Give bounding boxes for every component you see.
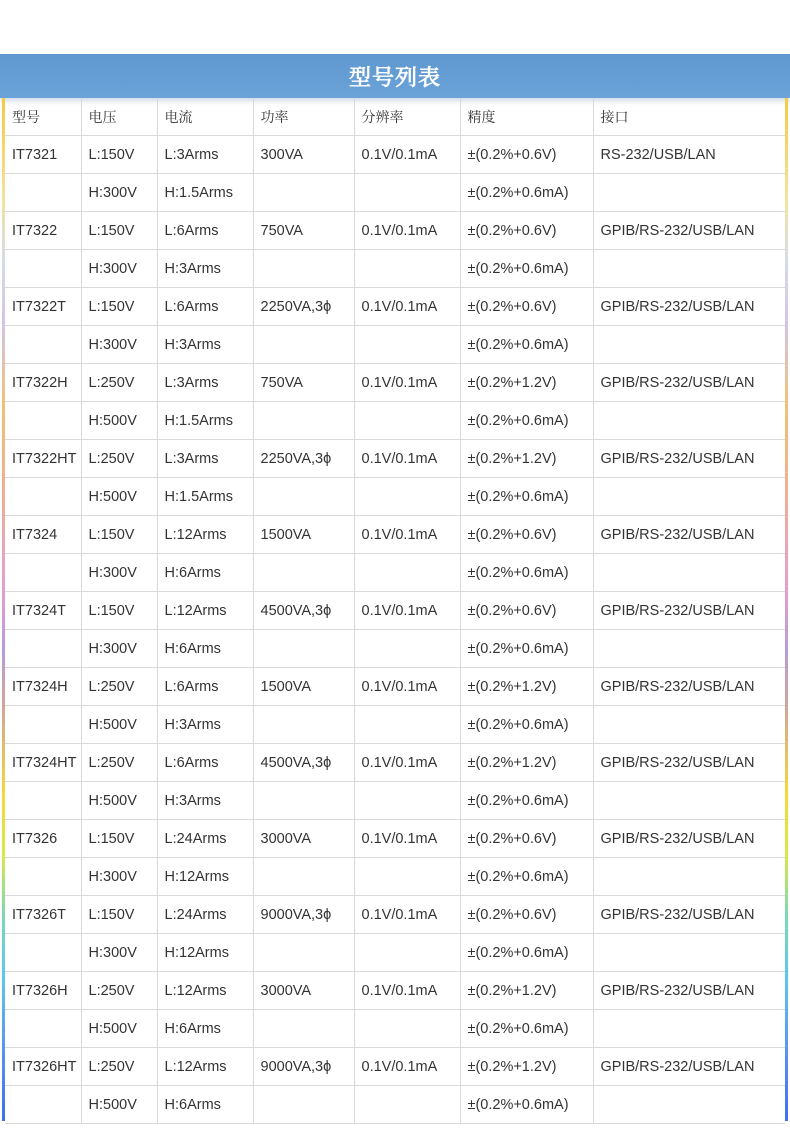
table-row <box>5 136 785 174</box>
table-row <box>5 1010 785 1048</box>
table-row <box>5 668 785 706</box>
table-row <box>5 174 785 212</box>
cell-model: IT7324HT <box>5 744 81 782</box>
title-bar <box>0 54 790 98</box>
cell-resolution: 0.1V/0.1mA <box>354 288 460 326</box>
table-row <box>5 706 785 744</box>
cell-model: IT7326HT <box>5 1048 81 1086</box>
cell-interface <box>593 1010 785 1048</box>
cell-power <box>253 630 354 668</box>
cell-power <box>253 934 354 972</box>
table-row <box>5 516 785 554</box>
cell-voltage: H:500V <box>81 402 157 440</box>
cell-current: L:6Arms <box>157 288 253 326</box>
table-row <box>5 402 785 440</box>
cell-voltage: L:150V <box>81 592 157 630</box>
cell-voltage: L:150V <box>81 820 157 858</box>
cell-model <box>5 782 81 820</box>
cell-resolution: 0.1V/0.1mA <box>354 136 460 174</box>
cell-power <box>253 326 354 364</box>
cell-voltage: L:150V <box>81 212 157 250</box>
cell-power: 1500VA <box>253 516 354 554</box>
cell-interface: GPIB/RS-232/USB/LAN <box>593 288 785 326</box>
cell-resolution: 0.1V/0.1mA <box>354 820 460 858</box>
cell-model <box>5 554 81 592</box>
cell-model: IT7322H <box>5 364 81 402</box>
cell-current: H:1.5Arms <box>157 478 253 516</box>
cell-current: H:6Arms <box>157 1010 253 1048</box>
cell-voltage: L:150V <box>81 136 157 174</box>
cell-current: H:3Arms <box>157 326 253 364</box>
cell-resolution: 0.1V/0.1mA <box>354 212 460 250</box>
table-row <box>5 782 785 820</box>
header-model: 型号 <box>5 98 81 136</box>
table-row <box>5 592 785 630</box>
cell-current: L:3Arms <box>157 364 253 402</box>
cell-model: IT7322HT <box>5 440 81 478</box>
cell-resolution <box>354 326 460 364</box>
cell-current: L:24Arms <box>157 896 253 934</box>
cell-model <box>5 326 81 364</box>
cell-voltage: L:250V <box>81 1048 157 1086</box>
table-row <box>5 478 785 516</box>
cell-model <box>5 174 81 212</box>
cell-power: 9000VA,3ϕ <box>253 896 354 934</box>
cell-voltage: H:300V <box>81 934 157 972</box>
cell-accuracy: ±(0.2%+1.2V) <box>460 972 593 1010</box>
cell-current: H:3Arms <box>157 706 253 744</box>
cell-power <box>253 250 354 288</box>
cell-resolution <box>354 402 460 440</box>
cell-voltage: H:500V <box>81 1010 157 1048</box>
cell-resolution <box>354 858 460 896</box>
cell-accuracy: ±(0.2%+1.2V) <box>460 668 593 706</box>
cell-model: IT7324T <box>5 592 81 630</box>
cell-resolution: 0.1V/0.1mA <box>354 516 460 554</box>
cell-power <box>253 174 354 212</box>
cell-current: L:3Arms <box>157 440 253 478</box>
cell-interface <box>593 174 785 212</box>
cell-current: H:12Arms <box>157 934 253 972</box>
table-row <box>5 896 785 934</box>
cell-accuracy: ±(0.2%+0.6mA) <box>460 934 593 972</box>
cell-interface: GPIB/RS-232/USB/LAN <box>593 744 785 782</box>
table-row <box>5 744 785 782</box>
cell-accuracy: ±(0.2%+1.2V) <box>460 364 593 402</box>
cell-current: L:12Arms <box>157 972 253 1010</box>
cell-interface: GPIB/RS-232/USB/LAN <box>593 820 785 858</box>
cell-power <box>253 1010 354 1048</box>
cell-voltage: H:300V <box>81 554 157 592</box>
table-body <box>5 136 785 1124</box>
table-row <box>5 212 785 250</box>
cell-interface: GPIB/RS-232/USB/LAN <box>593 440 785 478</box>
cell-model <box>5 706 81 744</box>
cell-interface: GPIB/RS-232/USB/LAN <box>593 516 785 554</box>
cell-accuracy: ±(0.2%+0.6V) <box>460 136 593 174</box>
cell-model <box>5 630 81 668</box>
cell-power: 1500VA <box>253 668 354 706</box>
cell-model <box>5 934 81 972</box>
cell-power: 750VA <box>253 364 354 402</box>
cell-voltage: L:150V <box>81 516 157 554</box>
cell-resolution <box>354 554 460 592</box>
cell-interface <box>593 1086 785 1124</box>
cell-resolution <box>354 1086 460 1124</box>
cell-power: 750VA <box>253 212 354 250</box>
table-row <box>5 288 785 326</box>
cell-accuracy: ±(0.2%+0.6V) <box>460 288 593 326</box>
cell-voltage: H:300V <box>81 174 157 212</box>
cell-voltage: L:250V <box>81 364 157 402</box>
cell-model: IT7321 <box>5 136 81 174</box>
model-table <box>5 98 785 1124</box>
cell-voltage: H:500V <box>81 478 157 516</box>
cell-accuracy: ±(0.2%+0.6mA) <box>460 1086 593 1124</box>
cell-current: H:3Arms <box>157 250 253 288</box>
cell-accuracy: ±(0.2%+0.6mA) <box>460 706 593 744</box>
header-power: 功率 <box>253 98 354 136</box>
cell-resolution <box>354 250 460 288</box>
cell-model: IT7326H <box>5 972 81 1010</box>
cell-power: 2250VA,3ϕ <box>253 440 354 478</box>
header-interface: 接口 <box>593 98 785 136</box>
cell-model: IT7324H <box>5 668 81 706</box>
cell-interface: GPIB/RS-232/USB/LAN <box>593 668 785 706</box>
cell-voltage: L:250V <box>81 668 157 706</box>
cell-model: IT7326 <box>5 820 81 858</box>
cell-accuracy: ±(0.2%+1.2V) <box>460 1048 593 1086</box>
right-gradient-border <box>785 98 788 1121</box>
cell-model <box>5 402 81 440</box>
cell-accuracy: ±(0.2%+0.6mA) <box>460 250 593 288</box>
table-row <box>5 326 785 364</box>
cell-interface <box>593 554 785 592</box>
cell-voltage: H:500V <box>81 782 157 820</box>
cell-current: H:6Arms <box>157 554 253 592</box>
cell-accuracy: ±(0.2%+1.2V) <box>460 744 593 782</box>
cell-voltage: H:300V <box>81 326 157 364</box>
cell-accuracy: ±(0.2%+1.2V) <box>460 440 593 478</box>
cell-current: L:6Arms <box>157 668 253 706</box>
table-header-row <box>5 98 785 136</box>
cell-model <box>5 858 81 896</box>
cell-accuracy: ±(0.2%+0.6mA) <box>460 402 593 440</box>
cell-accuracy: ±(0.2%+0.6mA) <box>460 1010 593 1048</box>
cell-interface <box>593 706 785 744</box>
header-resolution: 分辨率 <box>354 98 460 136</box>
cell-accuracy: ±(0.2%+0.6V) <box>460 896 593 934</box>
header-accuracy: 精度 <box>460 98 593 136</box>
cell-accuracy: ±(0.2%+0.6mA) <box>460 554 593 592</box>
cell-voltage: L:150V <box>81 288 157 326</box>
cell-current: H:6Arms <box>157 630 253 668</box>
cell-model: IT7324 <box>5 516 81 554</box>
cell-resolution <box>354 630 460 668</box>
cell-power: 4500VA,3ϕ <box>253 592 354 630</box>
cell-interface: GPIB/RS-232/USB/LAN <box>593 364 785 402</box>
cell-model <box>5 1086 81 1124</box>
cell-resolution <box>354 1010 460 1048</box>
table-row <box>5 1086 785 1124</box>
cell-resolution: 0.1V/0.1mA <box>354 972 460 1010</box>
cell-current: H:1.5Arms <box>157 174 253 212</box>
cell-model: IT7326T <box>5 896 81 934</box>
cell-voltage: H:300V <box>81 630 157 668</box>
cell-current: L:24Arms <box>157 820 253 858</box>
cell-power: 3000VA <box>253 972 354 1010</box>
cell-power <box>253 706 354 744</box>
cell-power <box>253 858 354 896</box>
cell-current: L:12Arms <box>157 1048 253 1086</box>
cell-accuracy: ±(0.2%+0.6V) <box>460 212 593 250</box>
table-row <box>5 820 785 858</box>
cell-accuracy: ±(0.2%+0.6V) <box>460 820 593 858</box>
cell-interface <box>593 326 785 364</box>
cell-current: H:3Arms <box>157 782 253 820</box>
cell-voltage: H:300V <box>81 250 157 288</box>
cell-model: IT7322 <box>5 212 81 250</box>
cell-resolution <box>354 782 460 820</box>
cell-resolution: 0.1V/0.1mA <box>354 744 460 782</box>
cell-current: H:6Arms <box>157 1086 253 1124</box>
cell-accuracy: ±(0.2%+0.6V) <box>460 592 593 630</box>
cell-resolution <box>354 934 460 972</box>
cell-model <box>5 250 81 288</box>
header-voltage: 电压 <box>81 98 157 136</box>
cell-power <box>253 554 354 592</box>
cell-power: 4500VA,3ϕ <box>253 744 354 782</box>
cell-voltage: H:500V <box>81 1086 157 1124</box>
cell-voltage: H:500V <box>81 706 157 744</box>
cell-interface: GPIB/RS-232/USB/LAN <box>593 972 785 1010</box>
cell-current: L:12Arms <box>157 592 253 630</box>
cell-accuracy: ±(0.2%+0.6V) <box>460 516 593 554</box>
cell-resolution <box>354 174 460 212</box>
table-row <box>5 440 785 478</box>
cell-resolution: 0.1V/0.1mA <box>354 1048 460 1086</box>
cell-interface <box>593 478 785 516</box>
table-row <box>5 858 785 896</box>
cell-power <box>253 1086 354 1124</box>
cell-current: L:6Arms <box>157 744 253 782</box>
cell-model: IT7322T <box>5 288 81 326</box>
cell-accuracy: ±(0.2%+0.6mA) <box>460 782 593 820</box>
cell-model <box>5 1010 81 1048</box>
header-current: 电流 <box>157 98 253 136</box>
cell-current: L:12Arms <box>157 516 253 554</box>
cell-resolution <box>354 478 460 516</box>
table-row <box>5 934 785 972</box>
page-title: 型号列表 <box>348 65 441 91</box>
cell-interface <box>593 858 785 896</box>
cell-voltage: L:250V <box>81 972 157 1010</box>
cell-accuracy: ±(0.2%+0.6mA) <box>460 630 593 668</box>
table-row <box>5 972 785 1010</box>
cell-interface: GPIB/RS-232/USB/LAN <box>593 212 785 250</box>
cell-power <box>253 782 354 820</box>
cell-power: 9000VA,3ϕ <box>253 1048 354 1086</box>
cell-interface <box>593 934 785 972</box>
cell-current: H:1.5Arms <box>157 402 253 440</box>
cell-resolution: 0.1V/0.1mA <box>354 440 460 478</box>
cell-interface: GPIB/RS-232/USB/LAN <box>593 592 785 630</box>
cell-voltage: H:300V <box>81 858 157 896</box>
cell-accuracy: ±(0.2%+0.6mA) <box>460 858 593 896</box>
cell-resolution: 0.1V/0.1mA <box>354 592 460 630</box>
table-row <box>5 630 785 668</box>
table-row <box>5 364 785 402</box>
cell-voltage: L:150V <box>81 896 157 934</box>
cell-power <box>253 402 354 440</box>
cell-current: H:12Arms <box>157 858 253 896</box>
cell-model <box>5 478 81 516</box>
cell-interface: GPIB/RS-232/USB/LAN <box>593 1048 785 1086</box>
cell-interface <box>593 250 785 288</box>
cell-interface <box>593 402 785 440</box>
table-row <box>5 554 785 592</box>
cell-power: 2250VA,3ϕ <box>253 288 354 326</box>
cell-voltage: L:250V <box>81 744 157 782</box>
table-row <box>5 1048 785 1086</box>
cell-power <box>253 478 354 516</box>
cell-interface <box>593 782 785 820</box>
cell-resolution: 0.1V/0.1mA <box>354 668 460 706</box>
cell-voltage: L:250V <box>81 440 157 478</box>
table-row <box>5 250 785 288</box>
cell-resolution: 0.1V/0.1mA <box>354 896 460 934</box>
cell-accuracy: ±(0.2%+0.6mA) <box>460 174 593 212</box>
cell-interface: GPIB/RS-232/USB/LAN <box>593 896 785 934</box>
cell-current: L:3Arms <box>157 136 253 174</box>
cell-resolution <box>354 706 460 744</box>
cell-interface: RS-232/USB/LAN <box>593 136 785 174</box>
cell-interface <box>593 630 785 668</box>
cell-accuracy: ±(0.2%+0.6mA) <box>460 478 593 516</box>
cell-power: 3000VA <box>253 820 354 858</box>
cell-current: L:6Arms <box>157 212 253 250</box>
cell-accuracy: ±(0.2%+0.6mA) <box>460 326 593 364</box>
cell-resolution: 0.1V/0.1mA <box>354 364 460 402</box>
cell-power: 300VA <box>253 136 354 174</box>
